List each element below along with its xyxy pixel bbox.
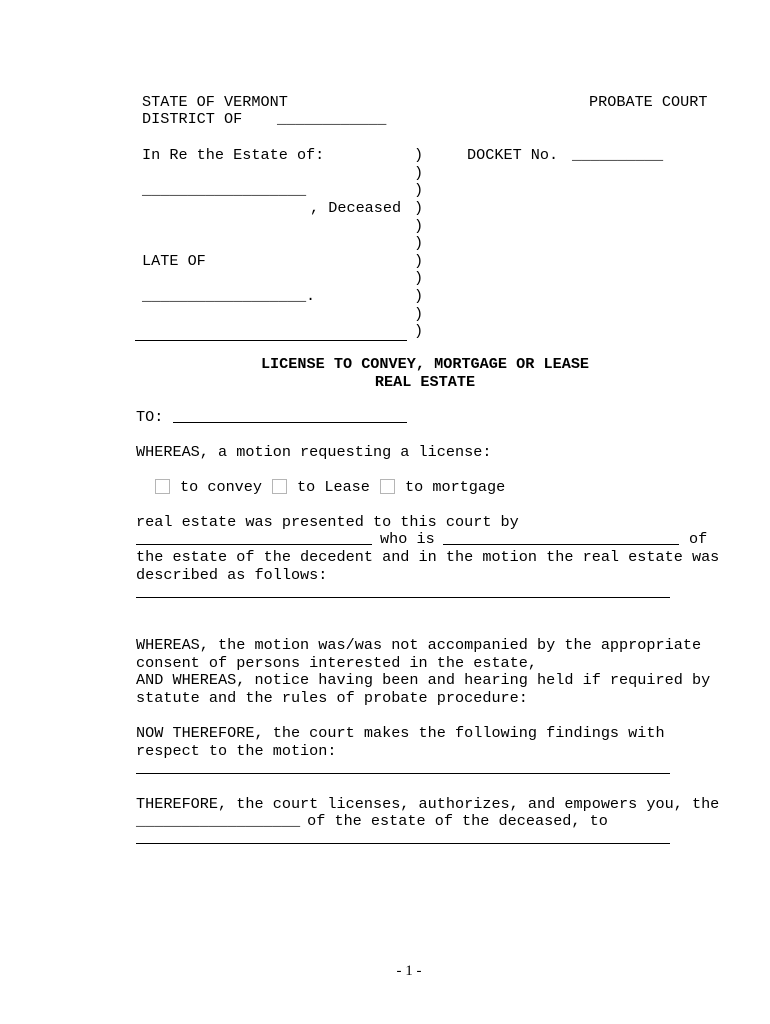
district-blank[interactable]: ____________: [277, 110, 387, 128]
who-is-text: who is: [380, 530, 435, 548]
deceased-label: , Deceased: [310, 199, 402, 217]
in-re-label: In Re the Estate of:: [142, 146, 325, 164]
paren: ): [414, 287, 424, 305]
whereas-notice-line1: AND WHEREAS, notice having been and hearing held if required by: [136, 671, 711, 689]
paren: ): [414, 199, 424, 217]
presented-text: real estate was presented to this court by: [136, 513, 519, 531]
paren: ): [414, 269, 424, 287]
paren: ): [414, 305, 424, 323]
convey-checkbox[interactable]: [155, 479, 170, 494]
paren: ): [414, 181, 424, 199]
estate-description-text: the estate of the decedent and in the motion the real estate was: [136, 548, 720, 566]
described-as-text: described as follows:: [136, 566, 328, 584]
late-of-label: LATE OF: [142, 252, 206, 270]
document-title-line2: REAL ESTATE: [374, 373, 476, 391]
license-blank-line[interactable]: [136, 843, 670, 844]
of-text: of: [689, 530, 708, 548]
state-heading: STATE OF VERMONT: [142, 93, 288, 111]
court-heading: PROBATE COURT: [589, 93, 708, 111]
district-label: DISTRICT OF: [142, 110, 243, 128]
mortgage-checkbox[interactable]: [380, 479, 395, 494]
decedent-name-blank[interactable]: __________________: [142, 181, 307, 199]
mortgage-label: to mortgage: [405, 478, 506, 496]
whereas-motion-text: WHEREAS, a motion requesting a license:: [136, 443, 492, 461]
paren: ): [414, 217, 424, 235]
lease-checkbox[interactable]: [272, 479, 287, 494]
lease-label: to Lease: [297, 478, 370, 496]
page-number: - 1 -: [396, 963, 422, 979]
document-title-line1: LICENSE TO CONVEY, MORTGAGE OR LEASE: [260, 355, 590, 373]
license-line1: THEREFORE, the court licenses, authorizes, and empowers you, the: [136, 795, 720, 813]
paren: ): [414, 234, 424, 252]
paren: ): [414, 146, 424, 164]
docket-label: DOCKET No.: [467, 146, 559, 164]
paren: ): [414, 252, 424, 270]
findings-blank-line[interactable]: [136, 773, 670, 774]
caption-underline: [135, 340, 407, 341]
to-blank-line[interactable]: [173, 422, 407, 423]
capacity-blank-line[interactable]: [443, 544, 679, 545]
findings-line1: NOW THEREFORE, the court makes the following findings with: [136, 724, 665, 742]
presenter-blank-line[interactable]: [136, 544, 372, 545]
convey-label: to convey: [180, 478, 263, 496]
docket-blank[interactable]: __________: [572, 146, 664, 164]
findings-line2: respect to the motion:: [136, 742, 337, 760]
whereas-consent-line2: consent of persons interested in the estate,: [136, 654, 538, 672]
to-label: TO:: [136, 408, 164, 426]
fiduciary-blank[interactable]: __________________: [136, 812, 301, 830]
description-blank-line[interactable]: [136, 597, 670, 598]
license-line2: of the estate of the deceased, to: [298, 812, 608, 830]
late-of-blank[interactable]: __________________.: [142, 287, 316, 305]
whereas-notice-line2: statute and the rules of probate procedure:: [136, 689, 528, 707]
paren: ): [414, 322, 424, 340]
paren: ): [414, 164, 424, 182]
whereas-consent-line1: WHEREAS, the motion was/was not accompanied by the appropriate: [136, 636, 702, 654]
